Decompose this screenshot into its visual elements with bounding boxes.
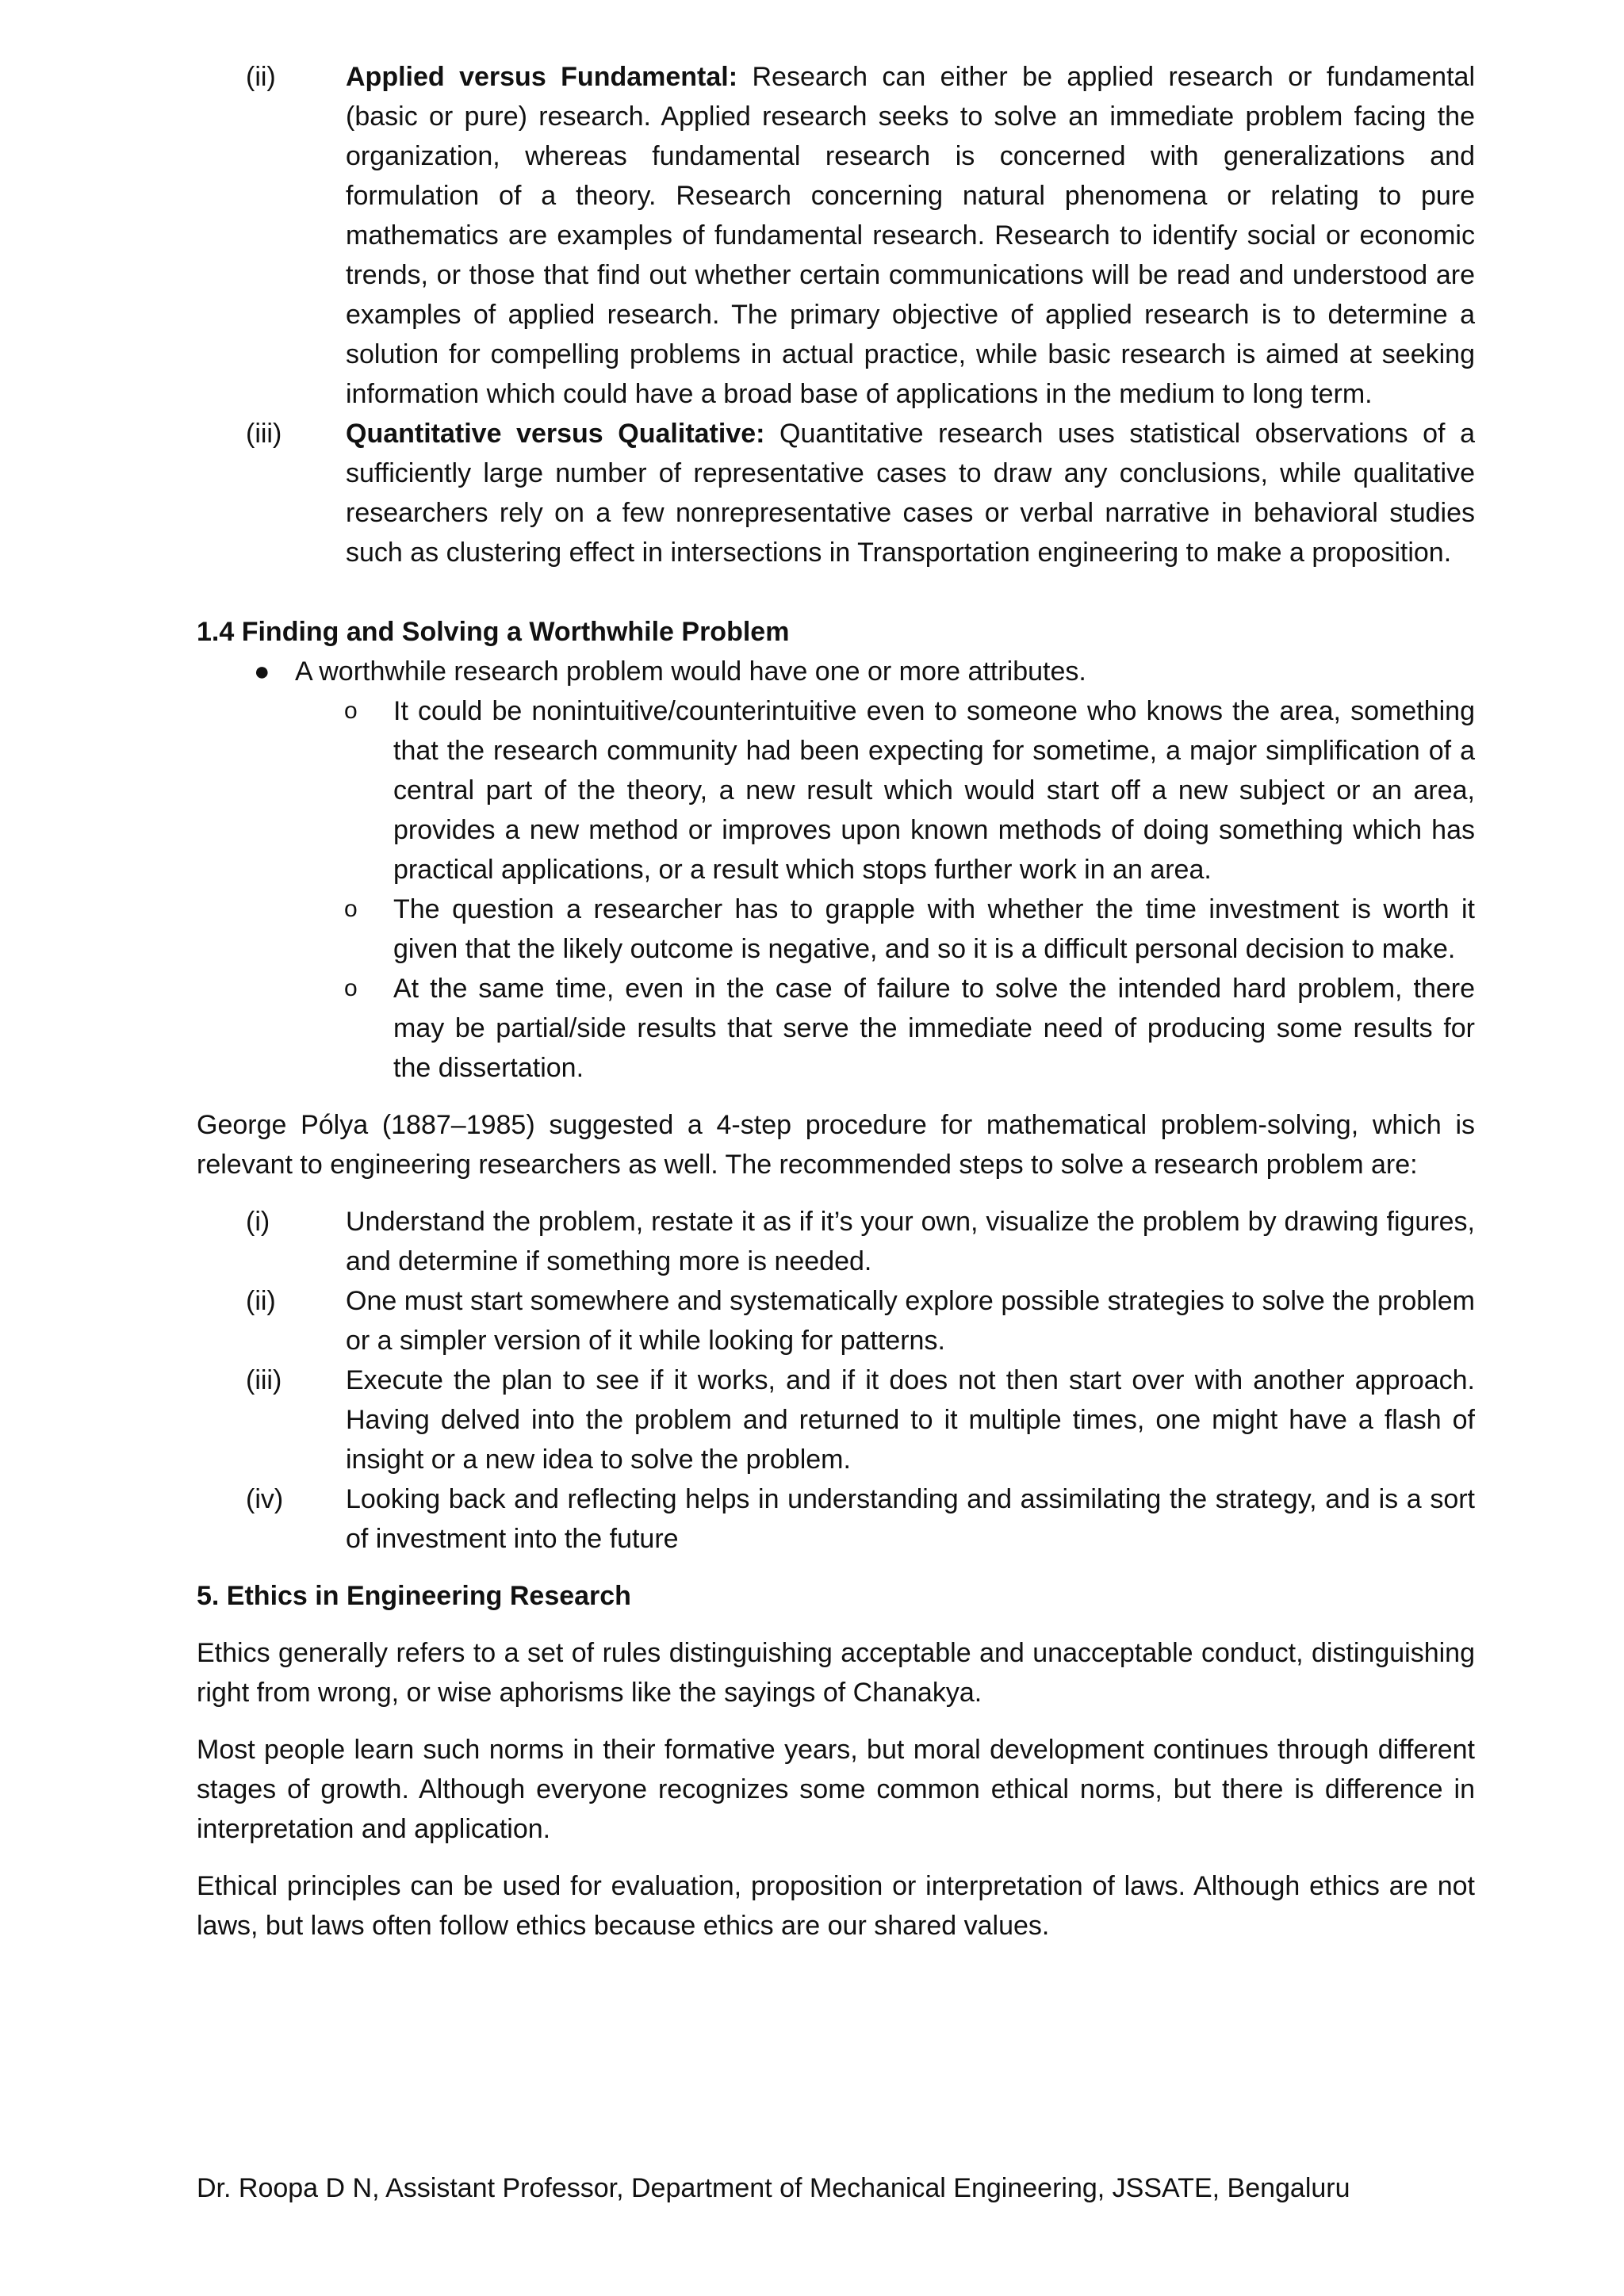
- sub-item: [197, 691, 1475, 890]
- list-item-step-2: [197, 1281, 1475, 1360]
- list-item-applied-vs-fundamental: [197, 57, 1475, 414]
- step-text: Looking back and reflecting helps in understanding and assimilating the strategy, and is a sort of investment into the future: [346, 1484, 1475, 1554]
- page-content: [197, 57, 1475, 1946]
- item-title: Applied versus Fundamental:: [346, 62, 738, 92]
- item-text: Quantitative research uses statistical observations of a sufficiently large number of representative cases to draw any conclusions, while qualitative researchers rely on a few nonrepresentative cases or verbal narrative in behavioral studies such as clustering effect in intersections in Transportation engineering to make a proposition.: [346, 419, 1475, 568]
- list-item-quantitative-vs-qualitative: [197, 414, 1475, 572]
- polya-steps-list: [197, 1202, 1475, 1559]
- circle-bullet-icon: o: [344, 896, 358, 922]
- sub-item: [197, 969, 1475, 1088]
- research-types-list: [197, 57, 1475, 572]
- sub-item-text: At the same time, even in the case of failure to solve the intended hard problem, there may be partial/side results that serve the immediate need of producing some results for the dissertation.: [393, 974, 1475, 1083]
- list-item-step-1: [197, 1202, 1475, 1281]
- circle-bullet-icon: o: [344, 698, 358, 724]
- page-footer: Dr. Roopa D N, Assistant Professor, Department of Mechanical Engineering, JSSATE, Bengaluru: [197, 2173, 1350, 2203]
- list-item-step-4: [197, 1479, 1475, 1559]
- bullet-item: [197, 652, 1475, 691]
- list-marker: (ii): [246, 62, 276, 92]
- ethics-paragraph-2: Most people learn such norms in their formative years, but moral development continues through different stages of growth. Although everyone recognizes some common ethical norms, but there is difference in interpretation and application.: [197, 1735, 1475, 1844]
- polya-intro-paragraph: George Pólya (1887–1985) suggested a 4-step procedure for mathematical problem-solving, which is relevant to engineering researchers as well. The recommended steps to solve a research problem are:: [197, 1110, 1475, 1180]
- step-text: Execute the plan to see if it works, and if it does not then start over with another approach. Having delved into the problem and returned to it multiple times, one might have a flash of insight or a new idea to solve the problem.: [346, 1365, 1475, 1475]
- step-text: One must start somewhere and systematically explore possible strategies to solve the problem or a simpler version of it while looking for patterns.: [346, 1286, 1475, 1356]
- bullet-icon: ●: [254, 656, 270, 687]
- list-marker: (iii): [246, 1365, 282, 1395]
- sub-item: [197, 890, 1475, 969]
- list-marker: (iv): [246, 1484, 284, 1514]
- list-item-step-3: [197, 1360, 1475, 1479]
- list-marker: (ii): [246, 1286, 276, 1316]
- sub-item-text: The question a researcher has to grapple with whether the time investment is worth it given that the likely outcome is negative, and so it is a difficult personal decision to make.: [393, 894, 1475, 964]
- step-text: Understand the problem, restate it as if it’s your own, visualize the problem by drawing figures, and determine if something more is needed.: [346, 1207, 1475, 1276]
- sub-item-text: It could be nonintuitive/counterintuitive even to someone who knows the area, something that the research community had been expecting for sometime, a major simplification of a central part of the theory, a new result which would start off a new subject or an area, provides a new method or improves upon known methods of doing something which has practical applications, or a result which stops further work in an area.: [393, 696, 1475, 885]
- circle-bullet-icon: o: [344, 975, 358, 1001]
- item-title: Quantitative versus Qualitative:: [346, 419, 765, 449]
- list-marker: (iii): [246, 419, 282, 449]
- section-heading-1-4: 1.4 Finding and Solving a Worthwhile Problem: [197, 617, 790, 647]
- ethics-paragraph-1: Ethics generally refers to a set of rules distinguishing acceptable and unacceptable conduct, distinguishing right from wrong, or wise aphorisms like the sayings of Chanakya.: [197, 1638, 1475, 1708]
- ethics-paragraph-3: Ethical principles can be used for evaluation, proposition or interpretation of laws. Although ethics are not laws, but laws often follow ethics because ethics are our shared values.: [197, 1871, 1475, 1941]
- bullet-text: A worthwhile research problem would have one or more attributes.: [295, 656, 1086, 687]
- list-marker: (i): [246, 1207, 270, 1237]
- item-text: Research can either be applied research or fundamental (basic or pure) research. Applied research seeks to solve an immediate problem facing the organization, whereas fundamental research is concerned with generalizations and formulation of a theory. Research concerning natural phenomena or relating to pure mathematics are examples of fundamental research. Research to identify social or economic trends, or those that find out whether certain communications will be read and understood are examples of applied research. The primary objective of applied research is to determine a solution for compelling problems in actual practice, while basic research is aimed at seeking information which could have a broad base of applications in the medium to long term.: [346, 62, 1475, 409]
- section-heading-5: 5. Ethics in Engineering Research: [197, 1581, 631, 1611]
